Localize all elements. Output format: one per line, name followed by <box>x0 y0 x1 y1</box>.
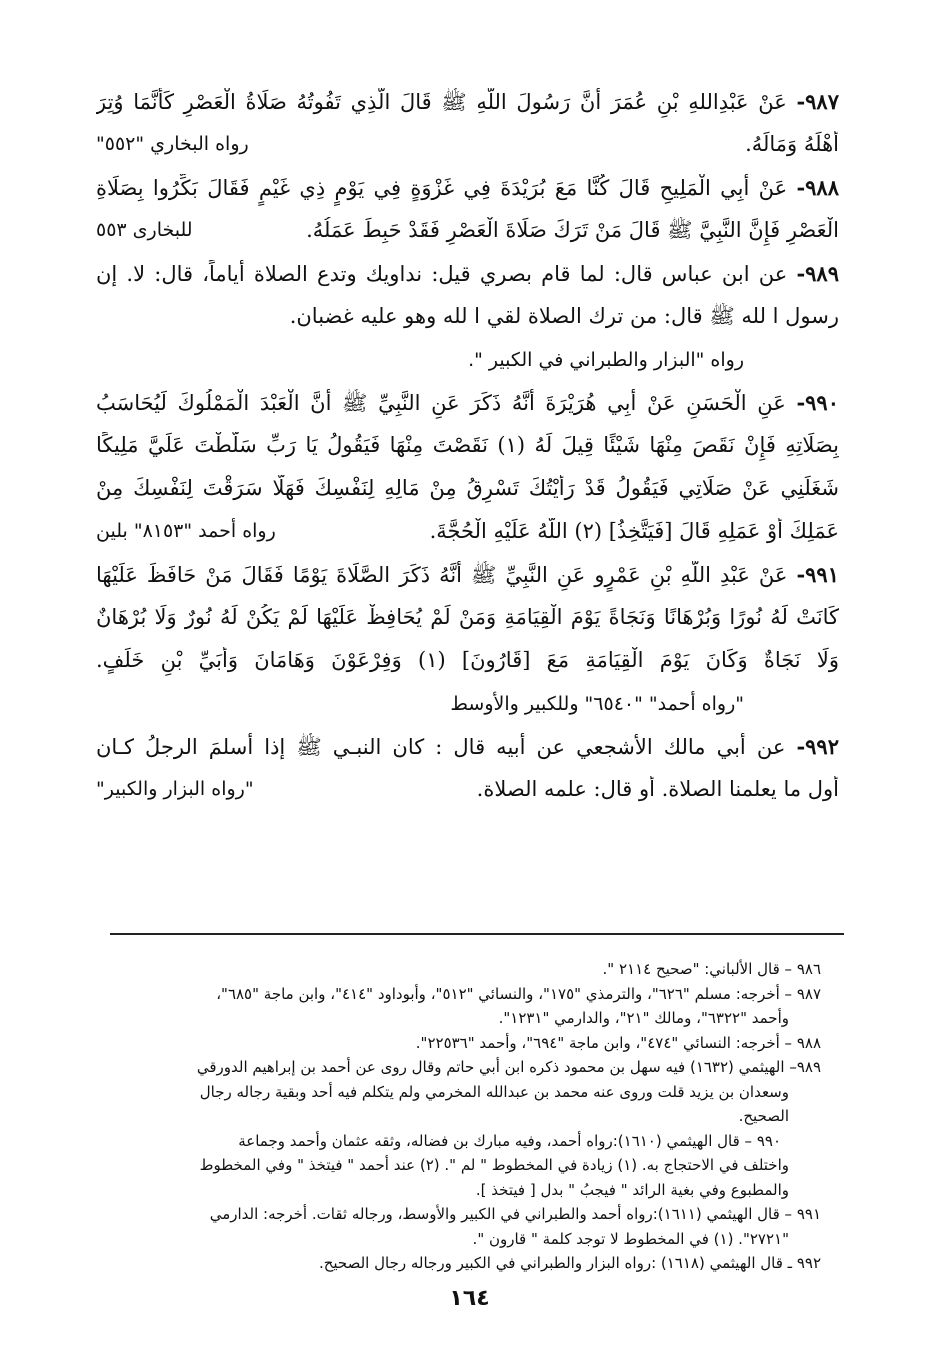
hadith-990-line-3 <box>96 475 839 518</box>
hadith-988-line-1 <box>96 174 839 217</box>
footnote-990-cont: والمطبوع وفي بغية الرائد " فيجبُ " بدل [ فيتخذ ]. <box>475 1180 789 1199</box>
footnote-988: ٩٨٨ – أخرجه: النسائي "٤٧٤"، وابن ماجة "٦٩٤"، وأحمد "٢٢٥٣٦". <box>415 1033 821 1052</box>
footnote-991: ٩٩١ – قال الهيثمي (١٦١١):رواه أحمد والطبراني في الكبير والأوسط، ورجاله ثقات. أخرجه: الدارمي <box>209 1205 821 1223</box>
hadith-text: عَمَلِكَ أَوْ عَمَلِهِ قَالَ [فَيَتَّخِذُ] (٢) اللَّهُ عَلَيْهِ الْحُجَّةَ. <box>429 519 839 543</box>
hadith-987-line-2 <box>96 131 839 174</box>
hadith-number: ٩٩٠- <box>796 390 839 415</box>
hadith-988-line-2 <box>96 217 839 260</box>
hadith-number: ٩٩١- <box>796 562 839 587</box>
footnote-986: ٩٨٦ – قال الألباني: "صحيح ٢١١٤ ". <box>602 960 821 978</box>
hadith-992-line-2 <box>96 776 839 819</box>
hadith-text: عَنِ الْحَسَنِ عَنْ أَبِي هُرَيْرَةَ أَنَّهُ ذَكَرَ عَنِ النَّبِيِّ ﷺ أَنَّ الْعَبْدَ الْمَمْلُوكَ لَيُحَاسَبُ <box>96 391 786 415</box>
hadith-source: "رواه أحمد" "٦٥٤٠" وللكبير والأوسط <box>450 693 744 715</box>
hadith-989-line-2 <box>96 303 839 346</box>
footnotes <box>118 958 821 1277</box>
hadith-source: للبخارى ٥٥٣ <box>96 219 193 241</box>
hadith-990-line-2 <box>96 432 839 475</box>
footnote-990: ٩٩٠ – قال الهيثمي (١٦١٠):رواه أحمد، وفيه مبارك بن فضاله، وثقه عثمان وأحمد وجماعة <box>238 1131 781 1150</box>
footnote-divider <box>110 933 844 935</box>
hadith-source: رواه البخاري "٥٥٢" <box>96 133 249 155</box>
hadith-source: رواه "البزار والطبراني في الكبير ". <box>468 349 744 371</box>
hadith-text: الْعَصْرِ فَإِنَّ النَّبِيَّ ﷺ قَالَ مَنْ تَرَكَ صَلَاةَ الْعَصْرِ فَقَدْ حَبِطَ عَمَلُهُ. <box>306 218 839 242</box>
hadith-source: "رواه البزار والكبير" <box>96 778 254 800</box>
hadith-body <box>96 88 839 819</box>
hadith-text: عن أبي مالك الأشجعي عن أبيه قال : كان النبـي ﷺ إذا أسلمَ الرجلُ كـان <box>96 735 786 759</box>
hadith-990-line-4 <box>96 518 839 561</box>
hadith-989-line-1 <box>96 260 839 303</box>
hadith-text: شَغَلَنِي عَنْ صَلَاتِي فَيَقُولُ قَدْ رَأَيْتُكَ تَسْرِقُ مِنْ مَالِهِ لِنَفْسِكَ فَهَلَّا سَرَقْتَ لِنَفْسِكَ مِنْ <box>96 476 839 500</box>
footnote-991-cont: "٢٧٢١". (١) في المخطوط لا توجد كلمة " قارون ". <box>472 1229 789 1248</box>
hadith-text: عَنْ عَبْدِاللهِ بْنِ عُمَرَ أَنَّ رَسُولَ اللَّهِ ﷺ قَالَ الَّذِي تَفُوتُهُ صَلَاةُ الْعَصْرِ كَأَنَّمَا وُتِرَ <box>96 90 787 114</box>
footnote-989-cont: الصحيح. <box>738 1107 789 1125</box>
hadith-991-line-2 <box>96 604 839 647</box>
hadith-991-source-line <box>96 690 839 733</box>
hadith-number: ٩٨٩- <box>796 261 839 286</box>
hadith-990-line-1 <box>96 389 839 432</box>
footnote-990-cont: واختلف في الاحتجاج به. (١) زيادة في المخطوط " لم ". (٢) عند أحمد " فيتخذ " وفي المخطوط <box>199 1156 789 1174</box>
footnote-992: ٩٩٢ ـ قال الهيثمي (١٦١٨) :رواه البزار والطبراني في الكبير ورجاله رجال الصحيح. <box>318 1254 821 1272</box>
page-number: ١٦٤ <box>449 1286 490 1311</box>
hadith-text: وَلَا نَجَاةٌ وَكَانَ يَوْمَ الْقِيَامَةِ مَعَ [قَارُونَ] (١) وَفِرْعَوْنَ وَهَامَانَ وَأُبَيِّ بْنِ خَلَفٍ. <box>96 648 839 672</box>
hadith-text: رسول ا لله ﷺ قال: من ترك الصلاة لقي ا لله وهو عليه غضبان. <box>289 304 839 328</box>
hadith-text: بِصَلَاتِهِ فَإِنْ نَقَصَ مِنْهَا شَيْئًا قِيلَ لَهُ (١) نَقَصْتَ مِنْهَا فَيَقُولُ يَا رَبِّ سَلَّطْتَ عَلَيَّ مَلِيكًا <box>96 433 839 457</box>
hadith-991-line-1 <box>96 561 839 604</box>
hadith-text: عن ابن عباس قال: لما قام بصري قيل: نداويك وتدع الصلاة أياماً، قال: لا. إن <box>96 262 788 286</box>
footnote-989: ٩٨٩– الهيثمي (١٦٣٢) فيه سهل بن محمود ذكره ابن أبي حاتم وقال روى عن أحمد بن إبراهيم الدورقي <box>196 1058 821 1076</box>
footnote-989-cont: وسعدان بن يزيد قلت وروى عنه محمد بن عبدالله المخرمي ولم يتكلم فيه أحد وبقية رجاله رجال <box>199 1082 789 1101</box>
hadith-992-line-1 <box>96 733 839 776</box>
hadith-text: عَنْ أَبِي الْمَلِيحِ قَالَ كُنَّا مَعَ بُرَيْدَةَ فِي غَزْوَةٍ فِي يَوْمٍ ذِي غَيْمٍ فَقَالَ بَكِّرُوا بِصَلَاةِ <box>96 176 788 200</box>
hadith-text: أَهْلَهُ وَمَالَهُ. <box>745 132 839 156</box>
hadith-991-line-3 <box>96 647 839 690</box>
hadith-987-line-1 <box>96 88 839 131</box>
hadith-text: عَنْ عَبْدِ اللَّهِ بْنِ عَمْرٍو عَنِ النَّبِيِّ ﷺ أَنَّهُ ذَكَرَ الصَّلَاةَ يَوْمًا فَقَالَ مَنْ حَافَظَ عَلَيْهَا <box>96 563 788 587</box>
hadith-text: كَانَتْ لَهُ نُورًا وَبُرْهَانًا وَنَجَاةً يَوْمَ الْقِيَامَةِ وَمَنْ لَمْ يُحَافِظْ عَلَيْهَا لَمْ يَكُنْ لَهُ نُورٌ وَلَا بُرْهَانٌ <box>96 605 839 629</box>
footnote-987-cont: وأحمد "٦٣٢٢"، ومالك "٢١"، والدارمي "١٢٣١". <box>498 1009 789 1027</box>
hadith-number: ٩٨٧- <box>796 89 839 114</box>
hadith-989-source-line <box>96 346 839 389</box>
hadith-source: رواه أحمد "٨١٥٣" بلين <box>96 520 276 542</box>
hadith-text: أول ما يعلمنا الصلاة. أو قال: علمه الصلاة. <box>476 777 839 801</box>
footnote-987: ٩٨٧ – أخرجه: مسلم "٦٢٦"، والترمذي "١٧٥"، والنسائي "٥١٢"، وأبوداود "٤١٤"، وابن ماجة "٦٨٥"، <box>216 984 821 1003</box>
hadith-number: ٩٩٢- <box>796 734 839 759</box>
hadith-number: ٩٨٨- <box>796 175 839 200</box>
